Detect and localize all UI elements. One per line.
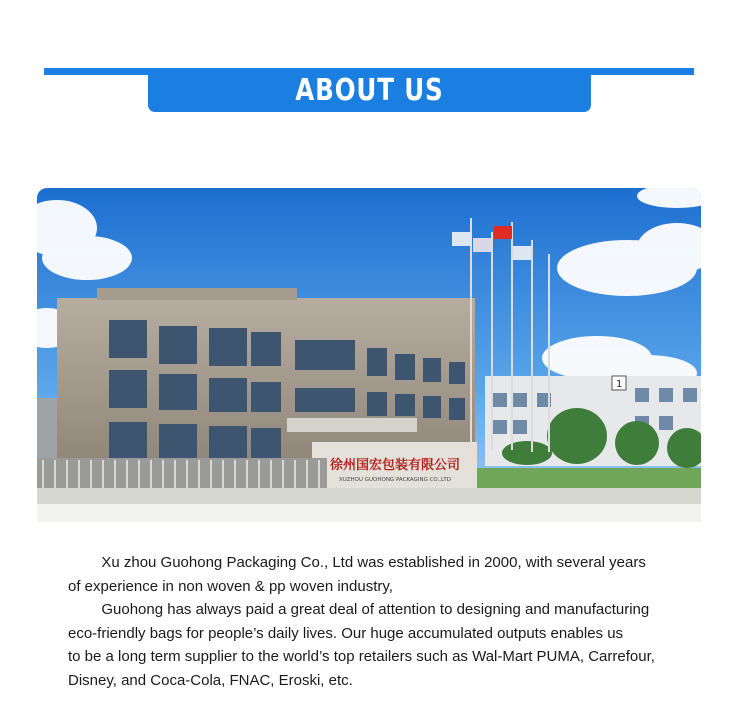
paragraph-line: Xu zhou Guohong Packaging Co., Ltd was established in 2000, with several years: [68, 554, 646, 571]
section-title-tab: [148, 68, 591, 112]
building-number: 1: [616, 379, 623, 390]
company-sign-en: XUZHOU GUOHONG PACKAGING CO.,LTD: [339, 477, 451, 483]
paragraph-line: eco-friendly bags for people’s daily lives. Our huge accumulated outputs enables us: [68, 624, 624, 642]
paragraph-line: of experience in non woven & pp woven industry,: [68, 577, 393, 595]
paragraph-line: to be a long term supplier to the world’s top retailers such as Wal-Mart PUMA, Carrefour,: [68, 648, 655, 665]
company-sign-cn: 徐州国宏包装有限公司: [329, 458, 461, 473]
section-title: ABOUT US: [295, 72, 444, 108]
paragraph-line: Disney, and Coca-Cola, FNAC, Eroski, etc.: [68, 671, 353, 689]
company-description: [68, 551, 708, 692]
factory-photo: [37, 188, 701, 522]
paragraph-line: Guohong has always paid a great deal of attention to designing and manufacturing: [68, 601, 650, 618]
